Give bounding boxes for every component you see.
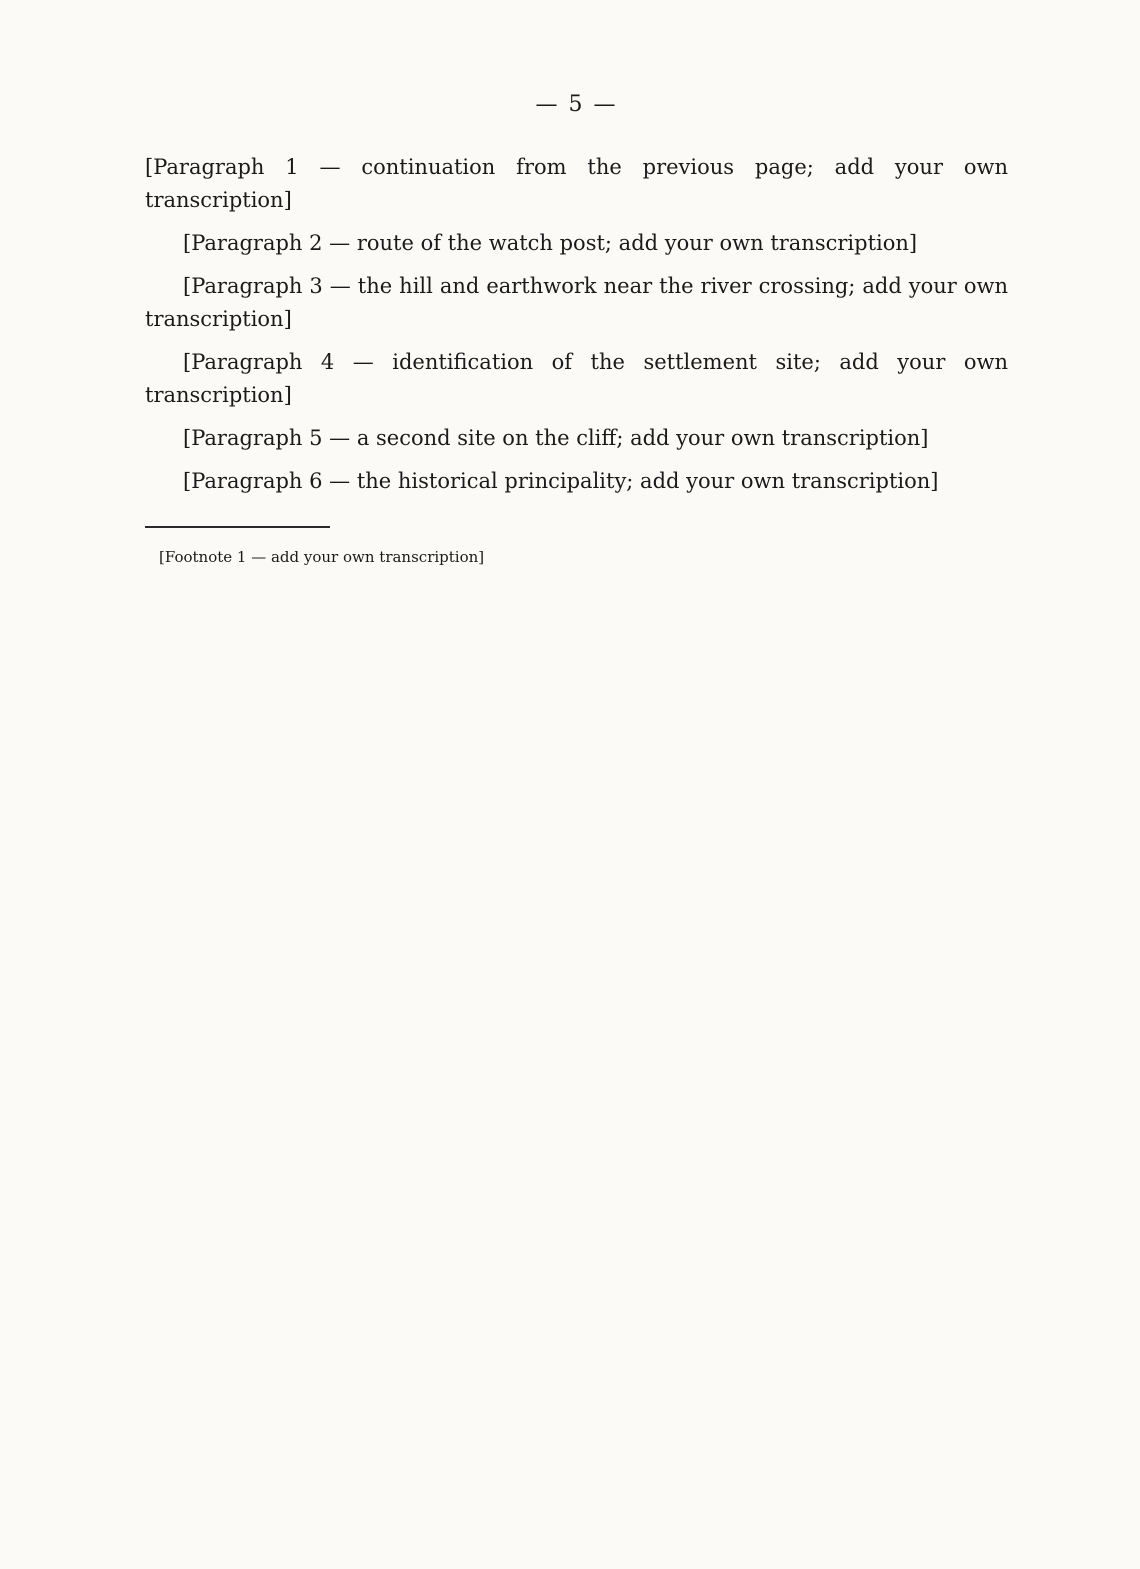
paragraph-4: [Paragraph 4 — identification of the settlement site; add your own transcription] <box>145 350 1008 407</box>
paragraph-6: [Paragraph 6 — the historical principality; add your own transcription] <box>183 469 939 493</box>
paragraph-2: [Paragraph 2 — route of the watch post; add your own transcription] <box>183 231 918 255</box>
paragraph-5: [Paragraph 5 — a second site on the cliff; add your own transcription] <box>183 426 929 450</box>
page-number: — 5 — <box>535 92 618 117</box>
paragraph-1: [Paragraph 1 — continuation from the previous page; add your own transcription] <box>145 155 1008 212</box>
footnote-rule <box>145 526 330 528</box>
paragraph-3: [Paragraph 3 — the hill and earthwork near the river crossing; add your own transcription] <box>145 274 1008 331</box>
footnote: [Footnote 1 — add your own transcription] <box>159 548 485 566</box>
